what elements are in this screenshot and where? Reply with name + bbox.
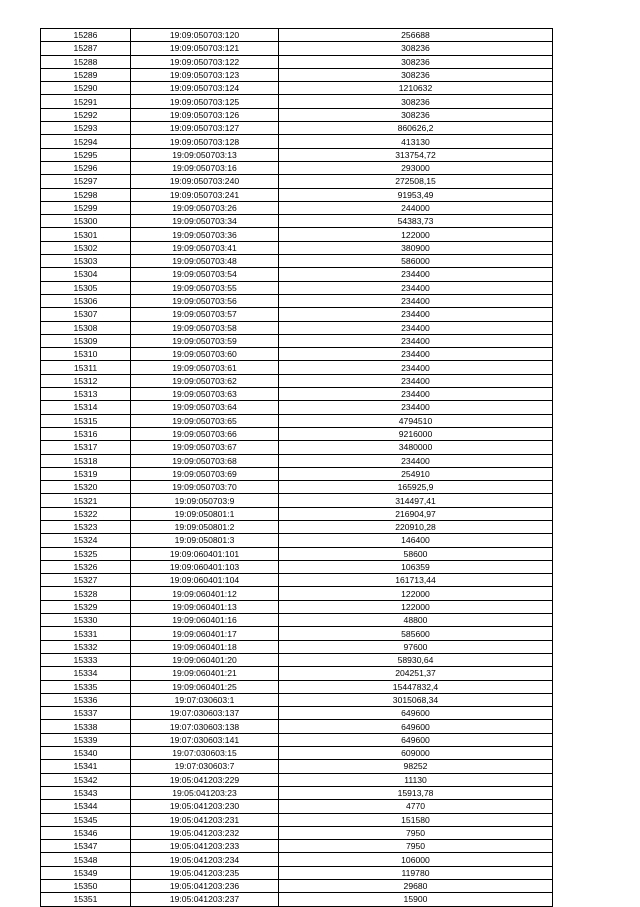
value-cell: 313754,72 [279,148,553,161]
table-row [41,361,553,374]
value-cell: 649600 [279,733,553,746]
row-number-cell: 15345 [41,813,131,826]
cadastral-number-cell: 19:07:030603:1 [131,693,279,706]
cadastral-number-cell: 19:05:041203:236 [131,880,279,893]
row-number-cell: 15291 [41,95,131,108]
table-row [41,268,553,281]
table-row [41,82,553,95]
value-cell: 308236 [279,95,553,108]
value-cell: 234400 [279,348,553,361]
row-number-cell: 15347 [41,840,131,853]
table-row [41,653,553,666]
row-number-cell: 15327 [41,574,131,587]
cadastral-number-cell: 19:09:060401:20 [131,653,279,666]
row-number-cell: 15348 [41,853,131,866]
row-number-cell: 15317 [41,441,131,454]
row-number-cell: 15312 [41,374,131,387]
table-row [41,520,553,533]
row-number-cell: 15311 [41,361,131,374]
table-row [41,866,553,879]
cadastral-number-cell: 19:09:050703:34 [131,215,279,228]
table-body [41,29,553,907]
value-cell: 4794510 [279,414,553,427]
value-cell: 91953,49 [279,188,553,201]
table-row [41,587,553,600]
value-cell: 15447832,4 [279,680,553,693]
table-row [41,627,553,640]
row-number-cell: 15302 [41,241,131,254]
cadastral-number-cell: 19:09:060401:12 [131,587,279,600]
row-number-cell: 15293 [41,122,131,135]
cadastral-number-cell: 19:05:041203:231 [131,813,279,826]
cadastral-number-cell: 19:09:060401:104 [131,574,279,587]
table-row [41,401,553,414]
value-cell: 234400 [279,374,553,387]
cadastral-number-cell: 19:09:050703:62 [131,374,279,387]
value-cell: 308236 [279,42,553,55]
table-row [41,680,553,693]
row-number-cell: 15334 [41,667,131,680]
cadastral-number-cell: 19:09:060401:13 [131,600,279,613]
row-number-cell: 15297 [41,175,131,188]
value-cell: 220910,28 [279,520,553,533]
cadastral-number-cell: 19:09:050703:61 [131,361,279,374]
value-cell: 234400 [279,401,553,414]
table-row [41,414,553,427]
row-number-cell: 15310 [41,348,131,361]
cadastral-number-cell: 19:09:050703:64 [131,401,279,414]
row-number-cell: 15346 [41,826,131,839]
table-row [41,188,553,201]
cadastral-number-cell: 19:05:041203:235 [131,866,279,879]
table-row [41,95,553,108]
value-cell: 11130 [279,773,553,786]
table-row [41,880,553,893]
cadastral-number-cell: 19:05:041203:23 [131,786,279,799]
cadastral-number-cell: 19:09:050703:65 [131,414,279,427]
table-row [41,640,553,653]
value-cell: 15913,78 [279,786,553,799]
cadastral-number-cell: 19:09:050703:54 [131,268,279,281]
table-row [41,600,553,613]
cadastral-number-cell: 19:09:050703:36 [131,228,279,241]
row-number-cell: 15314 [41,401,131,414]
cadastral-number-cell: 19:09:060401:25 [131,680,279,693]
value-cell: 106000 [279,853,553,866]
table-row [41,161,553,174]
table-row [41,574,553,587]
row-number-cell: 15288 [41,55,131,68]
cadastral-number-cell: 19:09:050703:123 [131,68,279,81]
row-number-cell: 15294 [41,135,131,148]
row-number-cell: 15319 [41,467,131,480]
table-row [41,55,553,68]
cadastral-number-cell: 19:09:060401:101 [131,547,279,560]
cadastral-number-cell: 19:09:050703:69 [131,467,279,480]
cadastral-number-cell: 19:07:030603:141 [131,733,279,746]
value-cell: 609000 [279,747,553,760]
table-row [41,68,553,81]
cadastral-number-cell: 19:09:050703:66 [131,427,279,440]
cadastral-number-cell: 19:05:041203:232 [131,826,279,839]
row-number-cell: 15351 [41,893,131,906]
row-number-cell: 15344 [41,800,131,813]
cadastral-number-cell: 19:09:050703:68 [131,454,279,467]
row-number-cell: 15322 [41,507,131,520]
row-number-cell: 15304 [41,268,131,281]
cadastral-number-cell: 19:09:050703:241 [131,188,279,201]
value-cell: 58930,64 [279,653,553,666]
value-cell: 54383,73 [279,215,553,228]
cadastral-number-cell: 19:09:050703:58 [131,321,279,334]
cadastral-number-cell: 19:09:060401:17 [131,627,279,640]
cadastral-number-cell: 19:07:030603:137 [131,707,279,720]
cadastral-number-cell: 19:09:050703:120 [131,29,279,42]
table-row [41,215,553,228]
value-cell: 48800 [279,614,553,627]
row-number-cell: 15298 [41,188,131,201]
table-row [41,427,553,440]
cadastral-number-cell: 19:09:050703:70 [131,481,279,494]
row-number-cell: 15329 [41,600,131,613]
cadastral-number-cell: 19:09:050801:2 [131,520,279,533]
cadastral-number-cell: 19:09:050801:1 [131,507,279,520]
value-cell: 106359 [279,560,553,573]
table-row [41,348,553,361]
table-row [41,148,553,161]
row-number-cell: 15287 [41,42,131,55]
cadastral-number-cell: 19:09:050703:122 [131,55,279,68]
value-cell: 293000 [279,161,553,174]
value-cell: 244000 [279,201,553,214]
value-cell: 29680 [279,880,553,893]
table-row [41,201,553,214]
data-sheet [40,28,552,907]
table-row [41,255,553,268]
cadastral-number-cell: 19:09:050703:67 [131,441,279,454]
cadastral-number-cell: 19:09:050703:41 [131,241,279,254]
table-row [41,693,553,706]
value-cell: 3015068,34 [279,693,553,706]
table-row [41,281,553,294]
row-number-cell: 15320 [41,481,131,494]
value-cell: 204251,37 [279,667,553,680]
cadastral-number-cell: 19:05:041203:234 [131,853,279,866]
table-row [41,534,553,547]
value-cell: 122000 [279,228,553,241]
table-row [41,853,553,866]
cadastral-number-cell: 19:09:060401:18 [131,640,279,653]
value-cell: 234400 [279,294,553,307]
table-row [41,42,553,55]
row-number-cell: 15306 [41,294,131,307]
value-cell: 122000 [279,587,553,600]
table-row [41,175,553,188]
value-cell: 146400 [279,534,553,547]
value-cell: 308236 [279,108,553,121]
value-cell: 649600 [279,707,553,720]
cadastral-number-cell: 19:05:041203:237 [131,893,279,906]
value-cell: 234400 [279,388,553,401]
value-cell: 254910 [279,467,553,480]
value-cell: 308236 [279,55,553,68]
row-number-cell: 15336 [41,693,131,706]
table-row [41,773,553,786]
value-cell: 234400 [279,334,553,347]
row-number-cell: 15326 [41,560,131,573]
value-cell: 3480000 [279,441,553,454]
table-row [41,813,553,826]
value-cell: 161713,44 [279,574,553,587]
cadastral-number-cell: 19:09:050703:126 [131,108,279,121]
cadastral-number-cell: 19:09:050703:63 [131,388,279,401]
value-cell: 9216000 [279,427,553,440]
cadastral-value-table [40,28,553,907]
row-number-cell: 15330 [41,614,131,627]
value-cell: 234400 [279,454,553,467]
row-number-cell: 15332 [41,640,131,653]
cadastral-number-cell: 19:07:030603:7 [131,760,279,773]
row-number-cell: 15286 [41,29,131,42]
table-row [41,122,553,135]
table-row [41,294,553,307]
table-row [41,388,553,401]
cadastral-number-cell: 19:09:050703:60 [131,348,279,361]
value-cell: 860626,2 [279,122,553,135]
value-cell: 314497,41 [279,494,553,507]
row-number-cell: 15292 [41,108,131,121]
cadastral-number-cell: 19:09:050703:48 [131,255,279,268]
cadastral-number-cell: 19:09:050703:56 [131,294,279,307]
table-row [41,241,553,254]
table-row [41,667,553,680]
value-cell: 234400 [279,268,553,281]
cadastral-number-cell: 19:09:060401:103 [131,560,279,573]
table-row [41,29,553,42]
value-cell: 58600 [279,547,553,560]
table-row [41,840,553,853]
cadastral-number-cell: 19:05:041203:230 [131,800,279,813]
table-row [41,720,553,733]
cadastral-number-cell: 19:09:060401:16 [131,614,279,627]
cadastral-number-cell: 19:09:050703:127 [131,122,279,135]
row-number-cell: 15307 [41,308,131,321]
value-cell: 380900 [279,241,553,254]
value-cell: 649600 [279,720,553,733]
value-cell: 122000 [279,600,553,613]
row-number-cell: 15324 [41,534,131,547]
row-number-cell: 15303 [41,255,131,268]
value-cell: 234400 [279,281,553,294]
row-number-cell: 15328 [41,587,131,600]
table-row [41,494,553,507]
row-number-cell: 15335 [41,680,131,693]
row-number-cell: 15321 [41,494,131,507]
row-number-cell: 15318 [41,454,131,467]
cadastral-number-cell: 19:09:050703:57 [131,308,279,321]
row-number-cell: 15309 [41,334,131,347]
cadastral-number-cell: 19:09:050703:9 [131,494,279,507]
table-row [41,760,553,773]
table-row [41,747,553,760]
cadastral-number-cell: 19:09:050703:13 [131,148,279,161]
table-row [41,707,553,720]
cadastral-number-cell: 19:07:030603:15 [131,747,279,760]
cadastral-number-cell: 19:09:050703:59 [131,334,279,347]
value-cell: 98252 [279,760,553,773]
cadastral-number-cell: 19:05:041203:233 [131,840,279,853]
table-row [41,321,553,334]
row-number-cell: 15337 [41,707,131,720]
row-number-cell: 15323 [41,520,131,533]
row-number-cell: 15340 [41,747,131,760]
cadastral-number-cell: 19:05:041203:229 [131,773,279,786]
row-number-cell: 15290 [41,82,131,95]
row-number-cell: 15333 [41,653,131,666]
row-number-cell: 15313 [41,388,131,401]
value-cell: 15900 [279,893,553,906]
table-row [41,108,553,121]
value-cell: 234400 [279,308,553,321]
value-cell: 585600 [279,627,553,640]
cadastral-number-cell: 19:09:050703:26 [131,201,279,214]
cadastral-number-cell: 19:09:050703:125 [131,95,279,108]
table-row [41,507,553,520]
cadastral-number-cell: 19:07:030603:138 [131,720,279,733]
cadastral-number-cell: 19:09:050703:16 [131,161,279,174]
table-row [41,334,553,347]
cadastral-number-cell: 19:09:050703:128 [131,135,279,148]
table-row [41,826,553,839]
table-row [41,481,553,494]
value-cell: 1210632 [279,82,553,95]
row-number-cell: 15315 [41,414,131,427]
row-number-cell: 15301 [41,228,131,241]
table-row [41,308,553,321]
table-row [41,374,553,387]
row-number-cell: 15350 [41,880,131,893]
value-cell: 256688 [279,29,553,42]
value-cell: 586000 [279,255,553,268]
value-cell: 7950 [279,826,553,839]
row-number-cell: 15299 [41,201,131,214]
row-number-cell: 15300 [41,215,131,228]
cadastral-number-cell: 19:09:050703:55 [131,281,279,294]
table-row [41,547,553,560]
table-row [41,135,553,148]
value-cell: 119780 [279,866,553,879]
row-number-cell: 15343 [41,786,131,799]
row-number-cell: 15349 [41,866,131,879]
row-number-cell: 15331 [41,627,131,640]
table-row [41,786,553,799]
value-cell: 272508,15 [279,175,553,188]
table-row [41,467,553,480]
table-row [41,560,553,573]
table-row [41,800,553,813]
table-row [41,228,553,241]
cadastral-number-cell: 19:09:050703:124 [131,82,279,95]
table-row [41,733,553,746]
row-number-cell: 15296 [41,161,131,174]
cadastral-number-cell: 19:09:050703:121 [131,42,279,55]
value-cell: 4770 [279,800,553,813]
table-row [41,454,553,467]
value-cell: 216904,97 [279,507,553,520]
cadastral-number-cell: 19:09:060401:21 [131,667,279,680]
cadastral-number-cell: 19:09:050801:3 [131,534,279,547]
table-row [41,441,553,454]
value-cell: 165925,9 [279,481,553,494]
row-number-cell: 15295 [41,148,131,161]
row-number-cell: 15289 [41,68,131,81]
row-number-cell: 15341 [41,760,131,773]
table-row [41,614,553,627]
table-row [41,893,553,906]
value-cell: 234400 [279,361,553,374]
row-number-cell: 15305 [41,281,131,294]
row-number-cell: 15338 [41,720,131,733]
value-cell: 97600 [279,640,553,653]
row-number-cell: 15339 [41,733,131,746]
value-cell: 234400 [279,321,553,334]
value-cell: 413130 [279,135,553,148]
row-number-cell: 15308 [41,321,131,334]
value-cell: 151580 [279,813,553,826]
value-cell: 308236 [279,68,553,81]
cadastral-number-cell: 19:09:050703:240 [131,175,279,188]
row-number-cell: 15316 [41,427,131,440]
row-number-cell: 15342 [41,773,131,786]
row-number-cell: 15325 [41,547,131,560]
value-cell: 7950 [279,840,553,853]
